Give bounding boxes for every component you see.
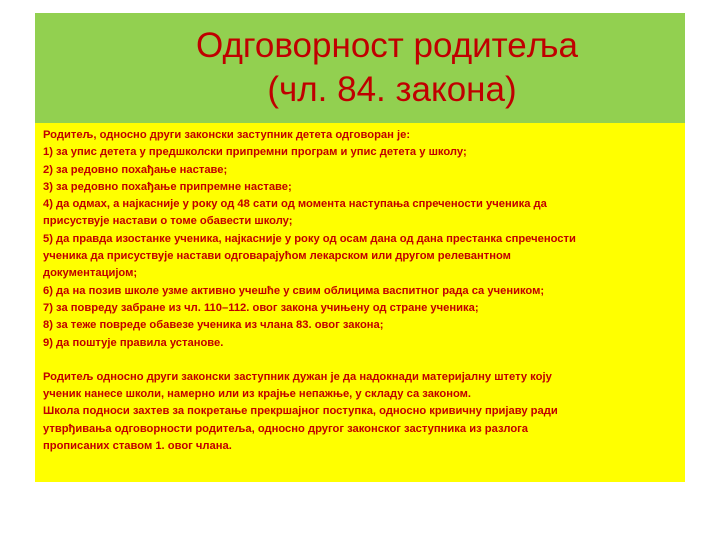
content-box [35, 123, 685, 482]
list-item: 3) за редовно похађање припремне наставе; [43, 180, 292, 193]
list-item-continued: ученика да присуствује настави одговарајућом лекарском или другом релевантном [43, 250, 511, 263]
text-line: утврђивања одговорности родитеља, односно другог законског заступника из разлога [43, 422, 529, 435]
list-item: 1) за упис детета у предшколски припремни програм и упис детета у школу; [43, 146, 467, 159]
list-item: 9) да поштује правила установе. [43, 336, 224, 349]
responsibilities-section [43, 127, 679, 352]
list-item-continued: присуствује настави о томе обавести школу; [43, 215, 293, 228]
list-item-continued: документацијом; [43, 267, 138, 280]
title-bar [35, 13, 685, 123]
list-item: 4) да одмах, а најкасније у року од 48 сати од момента наступања спречености ученика да [43, 198, 547, 211]
list-item: 5) да правда изостанке ученика, најкасније у року од осам дана од дана престанка спречености [43, 232, 576, 245]
list-item: 6) да на позив школе узме активно учешће у свим облицима васпитног рада са учеником; [43, 284, 545, 297]
text-line: Школа подноси захтев за покретање прекршајног поступка, односно кривичну пријаву ради [43, 405, 558, 418]
text-line: Родитељ односно други законски заступник дужан је да надокнади материјалну штету коју [43, 370, 552, 383]
list-item: 8) за теже повреде обавезе ученика из члана 83. овог закона; [43, 319, 384, 332]
damages-section [43, 369, 679, 455]
slide-title: Одговорност родитеља [196, 26, 578, 65]
list-item: 2) за редовно похађање наставе; [43, 163, 228, 176]
text-line: Родитељ, односно други законски заступник детета одговоран је: [43, 129, 411, 141]
text-line: ученик нанесе школи, намерно или из крајње непажње, у складу са законом. [43, 388, 472, 401]
text-line: прописаних ставом 1. овог члана. [43, 440, 232, 453]
list-item: 7) за повреду забране из чл. 110–112. овог закона учињену од стране ученика; [43, 301, 479, 314]
paragraph-gap [43, 352, 679, 369]
slide-subtitle: (чл. 84. закона) [267, 70, 517, 109]
